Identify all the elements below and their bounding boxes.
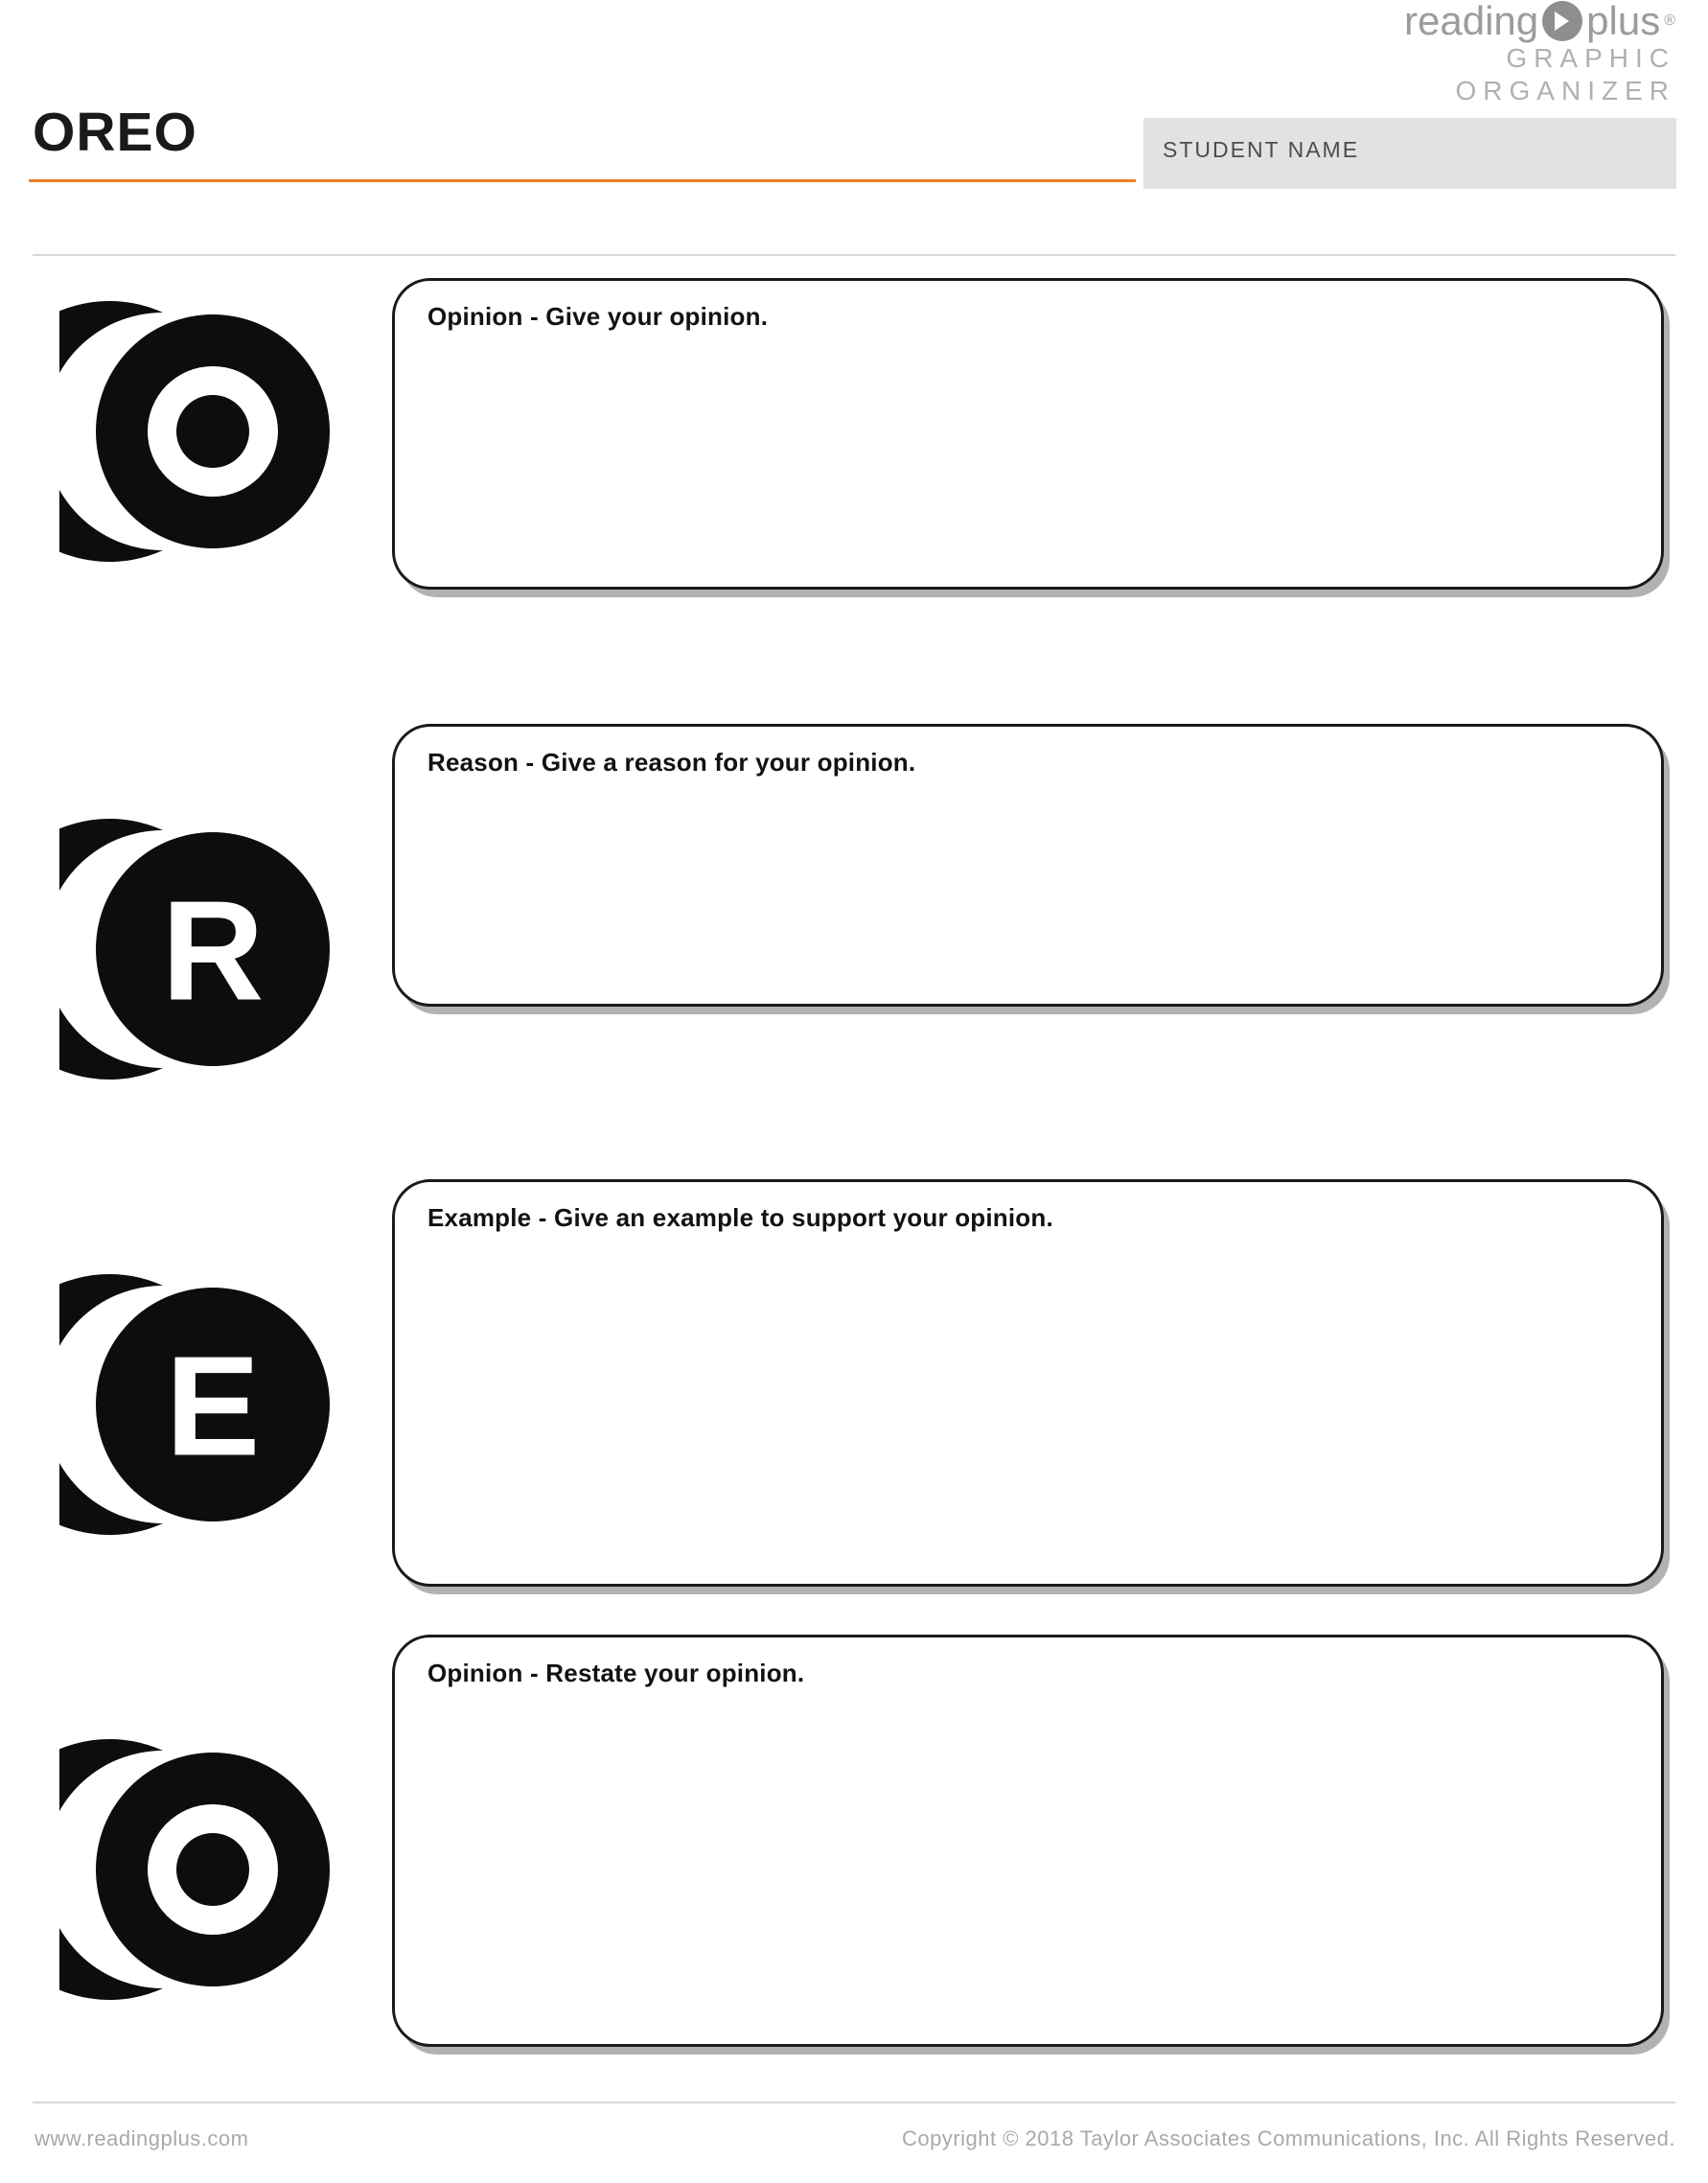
oreo-letter-r-icon: [59, 815, 366, 1083]
brand-line-graphic: GRAPHIC: [1506, 43, 1675, 73]
brand-wordmark: [1254, 0, 1675, 42]
footer-website[interactable]: www.readingplus.com: [35, 2126, 249, 2150]
response-panel[interactable]: [392, 724, 1664, 1007]
response-panel[interactable]: [392, 1635, 1664, 2047]
oreo-letter-e-icon: [59, 1270, 366, 1539]
response-panel[interactable]: [392, 278, 1664, 590]
brand-name-part1: reading: [1404, 0, 1539, 43]
title-underline: [29, 179, 1136, 182]
panel-label: Opinion - Give your opinion.: [427, 302, 769, 331]
registered-mark: ®: [1664, 12, 1675, 29]
footer-divider: [33, 2102, 1675, 2103]
panel-label: Opinion - Restate your opinion.: [427, 1659, 805, 1687]
panel-label: Example - Give an example to support your opinion.: [427, 1203, 1053, 1232]
student-name-label: STUDENT NAME: [1163, 137, 1360, 162]
header-divider: [33, 254, 1675, 256]
footer-copyright: Copyright © 2018 Taylor Associates Communications, Inc. All Rights Reserved.: [901, 2126, 1675, 2150]
response-panel[interactable]: [392, 1179, 1664, 1587]
panel-label: Reason - Give a reason for your opinion.: [427, 748, 916, 777]
brand-block: [1254, 0, 1675, 107]
svg-text:E: E: [165, 1327, 261, 1486]
oreo-letter-o-target-icon: [59, 297, 366, 566]
svg-text:R: R: [161, 871, 265, 1031]
brand-line-organizer: ORGANIZER: [1455, 76, 1675, 105]
page-title: OREO: [33, 102, 197, 163]
oreo-letter-o-target-icon: [59, 1735, 366, 2004]
brand-name-part2: plus: [1586, 0, 1661, 43]
eye-logo-icon: [1542, 1, 1582, 41]
